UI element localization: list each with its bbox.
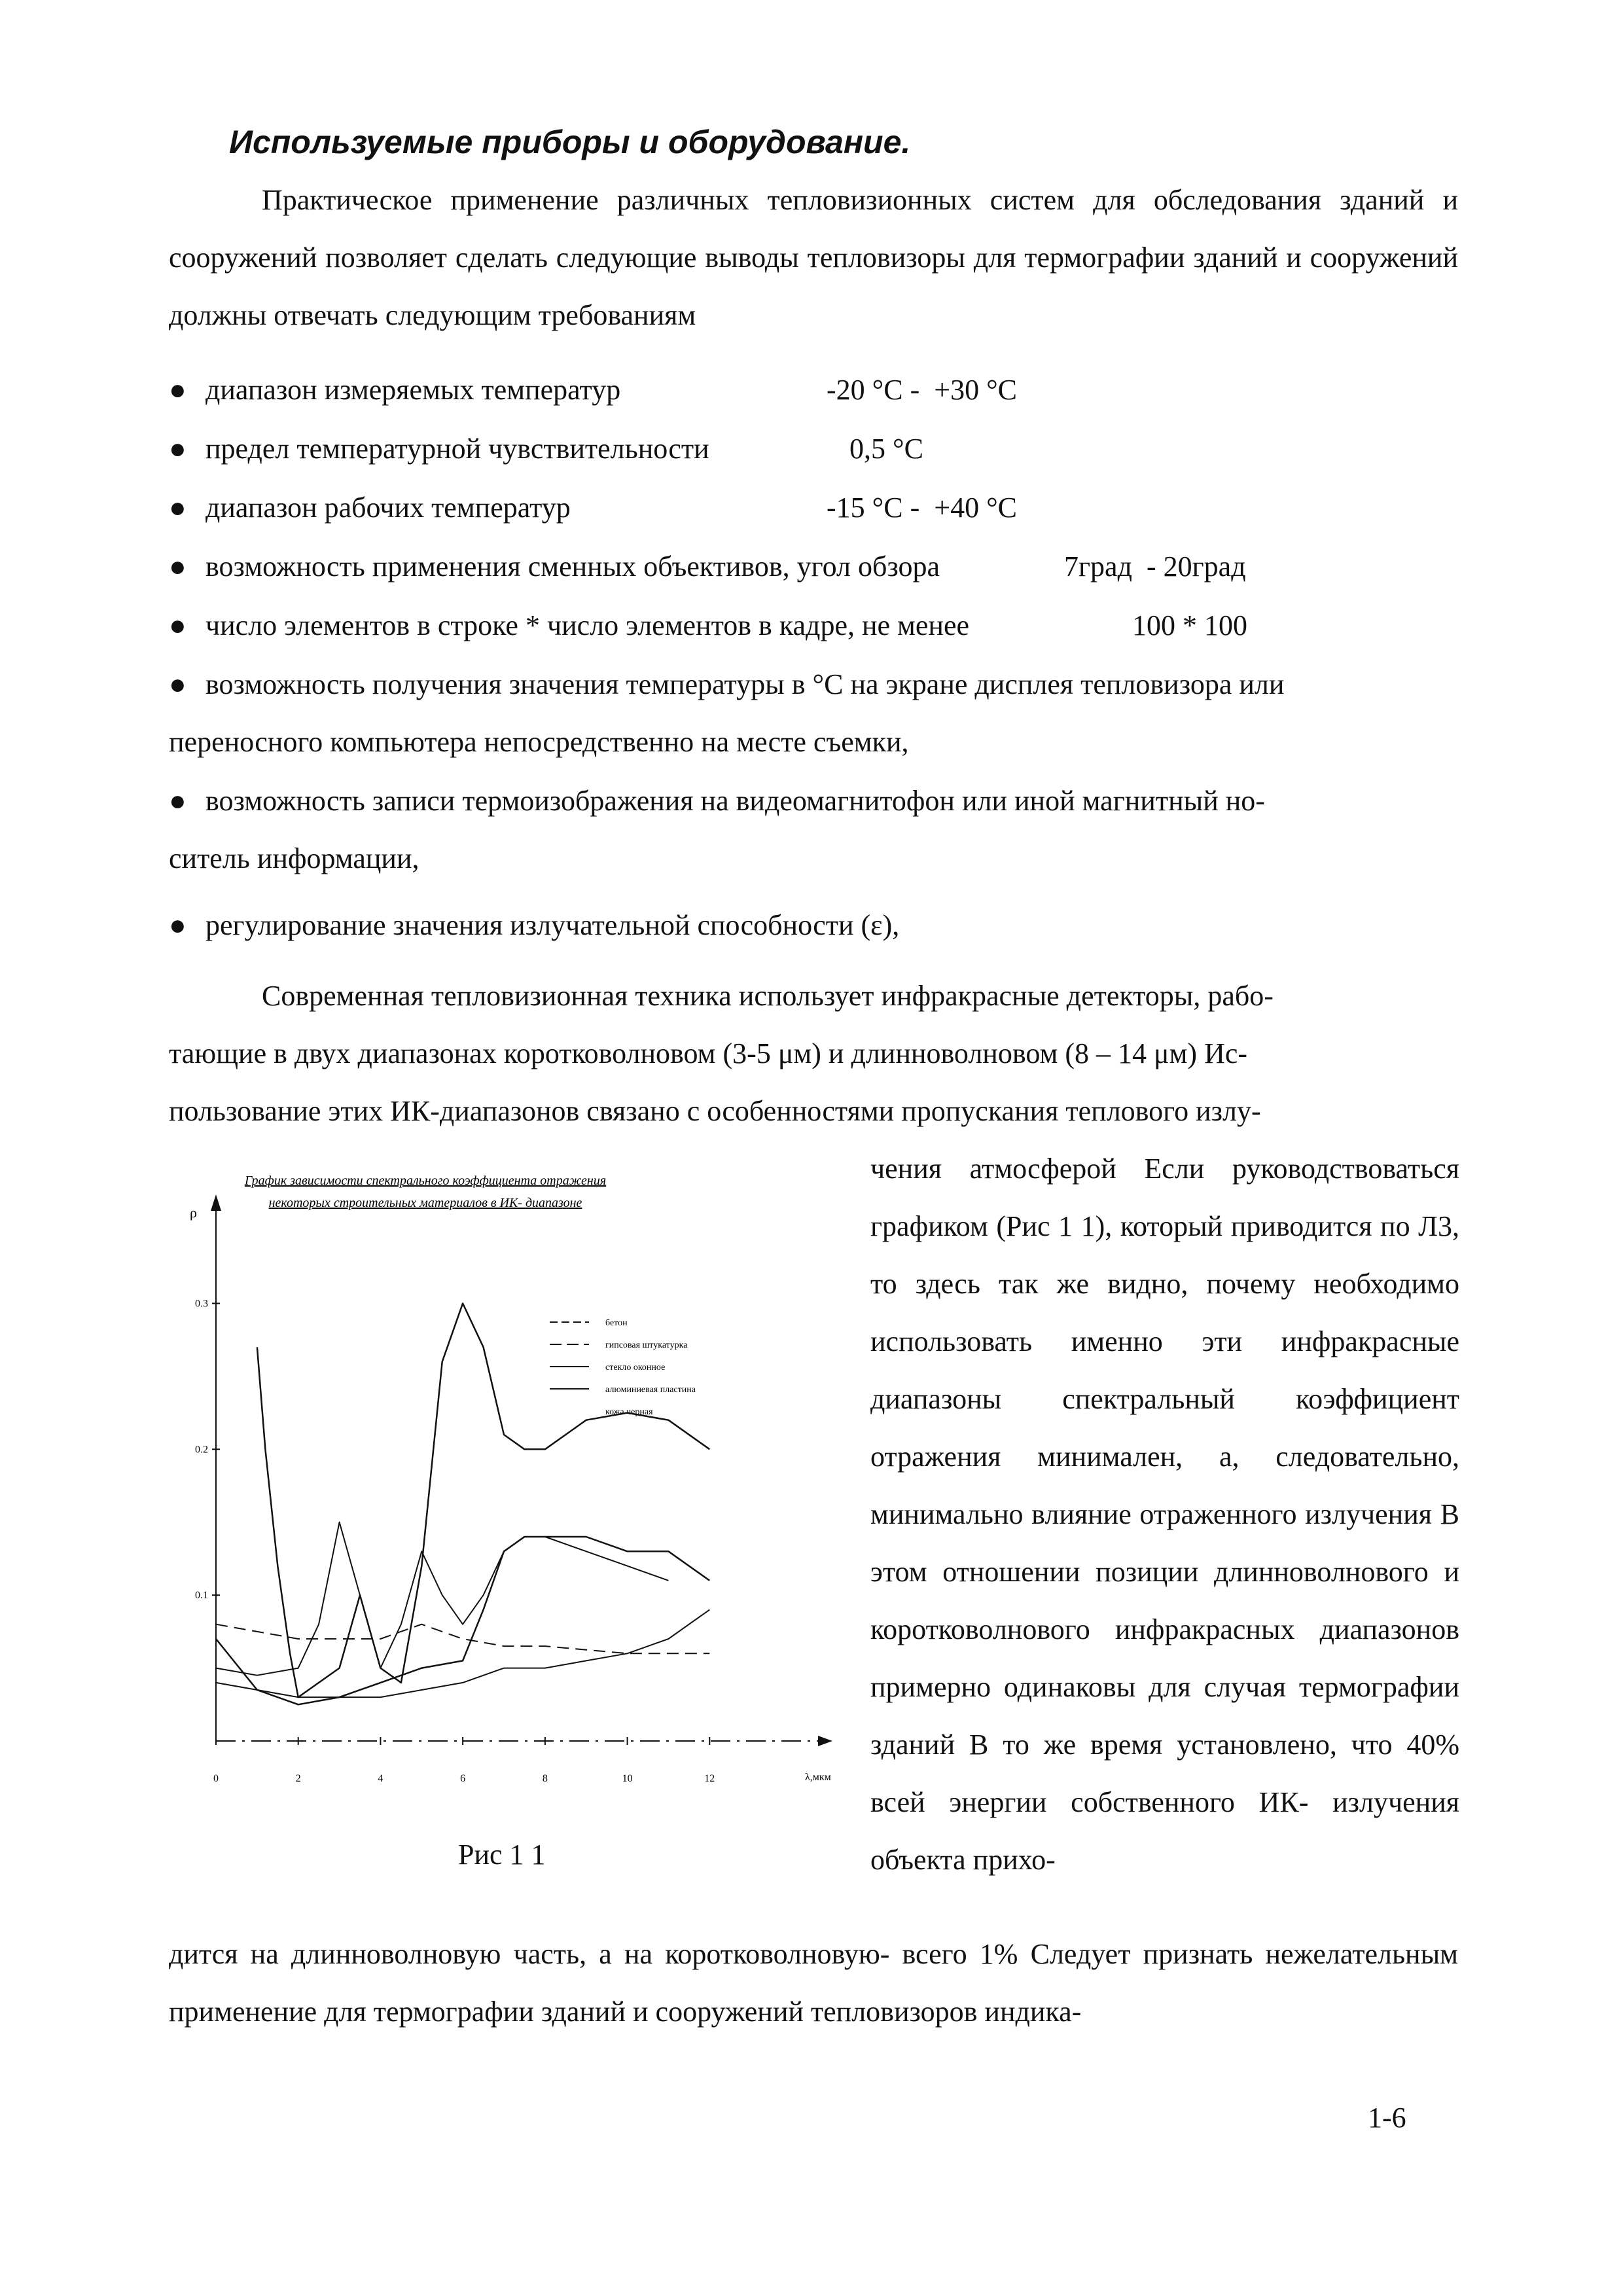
requirement-label: диапазон измеряемых температур — [205, 374, 621, 406]
requirement-item — [169, 479, 1465, 537]
bullet-icon: ● — [169, 785, 187, 817]
bullet-record-continuation: ситель информации, — [169, 842, 419, 874]
requirement-value: 0,5 °С — [849, 433, 923, 465]
requirement-value: 100 * 100 — [1132, 609, 1247, 641]
reflectance-figure — [177, 1172, 857, 1859]
section-heading: Используемые приборы и оборудование. — [229, 124, 911, 160]
chart-title: График зависимости спектрального коэффициента отражения — [244, 1174, 607, 1188]
series-line — [216, 1522, 668, 1676]
paragraph-line: пользование этих ИК-диапазонов связано с особенностями пропускания теплового излу- — [169, 1095, 1261, 1127]
requirement-label: число элементов в строке * число элементов в кадре, не менее — [205, 609, 970, 641]
requirement-label: диапазон рабочих температур — [205, 492, 571, 524]
x-tick-label: 10 — [622, 1773, 633, 1784]
x-axis-arrow — [818, 1736, 832, 1746]
requirement-label: предел температурной чувствительности — [205, 433, 709, 465]
bullet-display-value — [169, 656, 1465, 713]
requirement-value: -20 °С - +30 °С — [827, 374, 1018, 406]
legend-entry: кожа черная — [605, 1407, 653, 1417]
legend-entry: бетон — [605, 1318, 628, 1328]
bullet-icon: ● — [169, 609, 187, 641]
bullet-icon: ● — [169, 909, 187, 941]
requirement-item — [169, 420, 1465, 478]
paragraph-continuation: дится на длинноволновую часть, а на коротковолновую- всего 1% Следует признать нежелательным применение для термографии зданий и сооружений тепловизоров индика- — [169, 1938, 1458, 2028]
bullet-icon: ● — [169, 668, 187, 700]
series-line — [216, 1537, 709, 1704]
bullet-text: возможность записи термоизображения на видеомагнитофон или иной магнитный но- — [205, 785, 1265, 817]
requirement-item — [169, 538, 1465, 596]
bullet-icon: ● — [169, 433, 187, 465]
y-axis-arrow — [211, 1194, 221, 1211]
requirement-value: -15 °С - +40 °С — [827, 492, 1018, 524]
y-axis-label: ρ — [190, 1204, 197, 1221]
x-tick-label: 12 — [704, 1773, 715, 1784]
bullet-record — [169, 772, 1465, 830]
bullet-display-continuation: переносного компьютера непосредственно на месте съемки, — [169, 726, 909, 758]
legend-entry: гипсовая штукатурка — [605, 1340, 688, 1350]
x-tick-label: 0 — [213, 1773, 219, 1784]
bullet-text: регулирование значения излучательной способности (ε), — [205, 909, 900, 941]
x-tick-label: 4 — [378, 1773, 383, 1784]
legend-entry: алюминиевая пластина — [605, 1385, 696, 1395]
requirement-label: возможность применения сменных объективов, угол обзора — [205, 550, 940, 583]
wrapped-paragraph: чения атмосферой Если руководствоваться графиком (Рис 1 1), который приводится по Л3, то здесь так же видно, почему необходимо использовать именно эти инфракрасные диапазоны спектральный коэффициент отражения минимален, а, следовательно, минимально влияние отраженного излучения В этом отношении позиции длинноволнового и коротковолнового инфракрасных диапазонов примерно одинаковы для случая термографии зданий В то же время установлено, что 40% всей энергии собственного ИК- излучения объекта прихо- — [870, 1153, 1459, 1876]
y-tick-label: 0.3 — [195, 1298, 208, 1310]
requirement-value: 7град - 20град — [1064, 550, 1246, 583]
x-tick-label: 2 — [295, 1773, 301, 1784]
intro-paragraph: Практическое применение различных тепловизионных систем для обследования зданий и сооружений позволяет сделать следующие выводы тепловизоры для термографии зданий и сооружений должны отвечать следующим требованиям — [169, 184, 1458, 331]
page-number: 1-6 — [1368, 2102, 1406, 2134]
chart-title: некоторых строительных материалов в ИК- диапазоне — [268, 1196, 582, 1210]
x-tick-label: 8 — [542, 1773, 548, 1784]
requirement-item — [169, 597, 1465, 655]
bullet-icon: ● — [169, 374, 187, 406]
x-axis-label: λ,мкм — [805, 1772, 831, 1783]
y-tick-label: 0.2 — [195, 1444, 208, 1456]
reflectance-chart — [177, 1172, 857, 1859]
y-tick-label: 0.1 — [195, 1590, 208, 1602]
figure-caption: Рис 1 1 — [458, 1839, 546, 1871]
x-tick-label: 6 — [460, 1773, 466, 1784]
bullet-icon: ● — [169, 550, 187, 583]
bullet-emissivity — [169, 897, 1465, 954]
requirement-item — [169, 361, 1465, 419]
legend-entry: стекло оконное — [605, 1363, 666, 1372]
paragraph-line: Современная тепловизионная техника использует инфракрасные детекторы, рабо- — [262, 980, 1274, 1012]
bullet-icon: ● — [169, 492, 187, 524]
bullet-text: возможность получения значения температуры в °С на экране дисплея тепловизора или — [205, 668, 1285, 700]
paragraph-line: тающие в двух диапазонах коротковолновом (3-5 μм) и длинноволновом (8 – 14 μм) Ис- — [169, 1037, 1248, 1069]
